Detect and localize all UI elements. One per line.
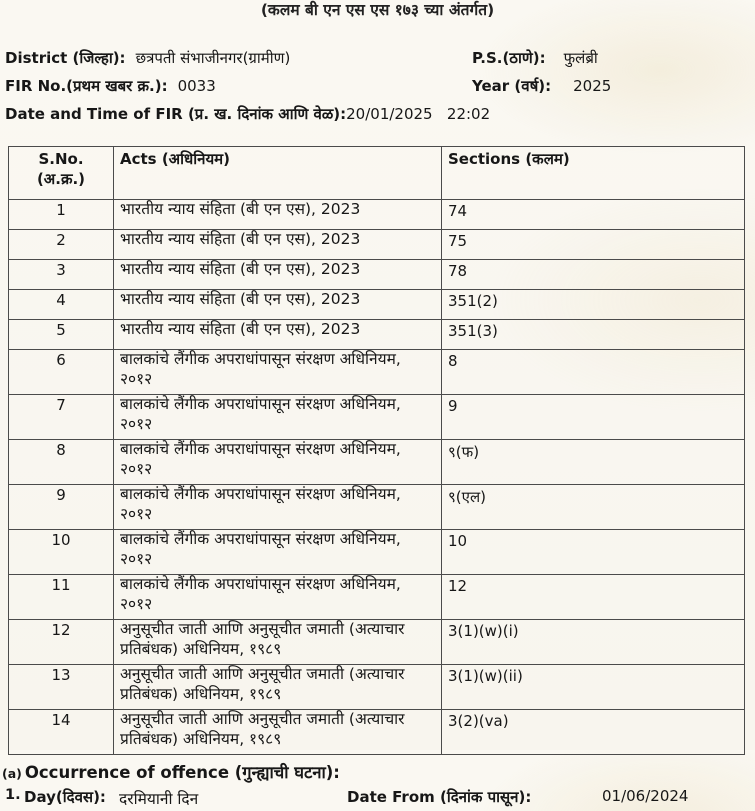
sno-cell: 1 [9,200,114,230]
sections-header: Sections (कलम) [442,147,745,200]
section-cell: 9 [442,395,745,440]
section-cell: 78 [442,260,745,290]
sno-cell: 5 [9,320,114,350]
sno-cell: 2 [9,230,114,260]
sno-cell: 14 [9,710,114,755]
section-cell: 351(3) [442,320,745,350]
acts-table-body [9,200,745,755]
district-value: छत्रपती संभाजीनगर(ग्रामीण) [135,49,291,67]
sno-header [9,147,114,200]
act-cell: बालकांचे लैंगीक अपराधांपासून संरक्षण अधिनियम, २०१२ [114,440,442,485]
act-cell: भारतीय न्याय संहिता (बी एन एस), 2023 [114,200,442,230]
day-date-row [2,787,755,811]
acts-table-row [9,200,745,230]
sno-cell: 7 [9,395,114,440]
district-label: District (जिल्हा): [5,49,126,67]
day-value: दरमियानी दिन [119,790,199,808]
section-cell: ९(फ) [442,440,745,485]
act-cell: भारतीय न्याय संहिता (बी एन एस), 2023 [114,290,442,320]
occurrence-title: Occurrence of offence (गुन्ह्याची घटना): [24,763,340,782]
act-cell: बालकांचे लैंगीक अपराधांपासून संरक्षण अधिनियम, २०१२ [114,395,442,440]
acts-table-row [9,710,745,755]
acts-table-row [9,485,745,530]
acts-table-header [9,147,745,200]
act-cell: बालकांचे लैंगीक अपराधांपासून संरक्षण अधिनियम, २०१२ [114,485,442,530]
acts-table-row [9,395,745,440]
section-cell: 3(1)(w)(i) [442,620,745,665]
acts-table-row [9,530,745,575]
firno-year-row [5,76,751,104]
section-cell: 351(2) [442,290,745,320]
sno-cell: 4 [9,290,114,320]
acts-table-row [9,350,745,395]
acts-table-row [9,440,745,485]
sno-header-line1: S.No. [38,150,84,168]
fir-info-block [5,48,751,132]
acts-table-row [9,665,745,710]
acts-table-row [9,230,745,260]
sno-cell: 12 [9,620,114,665]
occurrence-marker: (a) [2,766,22,781]
section-cell: 74 [442,200,745,230]
sno-cell: 8 [9,440,114,485]
year-label: Year (वर्ष): [472,77,552,95]
fir-no-label: FIR No.(प्रथम खबर क्र.): [5,77,168,95]
section-cell: 75 [442,230,745,260]
year-value: 2025 [573,77,612,95]
fir-datetime-label: Date and Time of FIR (प्र. ख. दिनांक आणि वेळ): [5,105,347,123]
occurrence-heading [2,760,755,783]
act-cell: अनुसूचीत जाती आणि अनुसूचीत जमाती (अत्याचार प्रतिबंधक) अधिनियम, १९८९ [114,665,442,710]
acts-table-row [9,620,745,665]
sno-cell: 9 [9,485,114,530]
date-from-label: Date From (दिनांक पासून): [347,788,532,806]
ps-label: P.S.(ठाणे): [472,49,546,67]
acts-table-row [9,260,745,290]
sno-cell: 13 [9,665,114,710]
section-cell: 3(1)(w)(ii) [442,665,745,710]
district-ps-row [5,48,751,76]
acts-table-row [9,290,745,320]
fir-datetime-row [5,104,751,132]
act-cell: बालकांचे लैंगीक अपराधांपासून संरक्षण अधिनियम, २०१२ [114,350,442,395]
acts-table-row [9,575,745,620]
acts-table-row [9,320,745,350]
acts-header: Acts (अधिनियम) [114,147,442,200]
act-cell: बालकांचे लैंगीक अपराधांपासून संरक्षण अधिनियम, २०१२ [114,530,442,575]
acts-sections-table [8,146,745,755]
section-cell: ९(एल) [442,485,745,530]
act-cell: अनुसूचीत जाती आणि अनुसूचीत जमाती (अत्याचार प्रतिबंधक) अधिनियम, १९८९ [114,620,442,665]
date-from-value: 01/06/2024 [602,787,689,805]
section-cell: 10 [442,530,745,575]
fir-datetime-value: 20/01/2025 22:02 [346,105,491,123]
act-cell: भारतीय न्याय संहिता (बी एन एस), 2023 [114,230,442,260]
sno-cell: 6 [9,350,114,395]
section-cell: 8 [442,350,745,395]
ps-value: फुलंब्री [563,49,598,67]
act-cell: भारतीय न्याय संहिता (बी एन एस), 2023 [114,320,442,350]
item-number: 1. [5,787,21,803]
fir-no-value: 0033 [177,77,216,95]
sno-cell: 3 [9,260,114,290]
sno-header-line2: (अ.क्र.) [36,170,86,189]
act-cell: बालकांचे लैंगीक अपराधांपासून संरक्षण अधिनियम, २०१२ [114,575,442,620]
act-cell: भारतीय न्याय संहिता (बी एन एस), 2023 [114,260,442,290]
act-cell: अनुसूचीत जाती आणि अनुसूचीत जमाती (अत्याचार प्रतिबंधक) अधिनियम, १९८९ [114,710,442,755]
section-cell: 3(2)(va) [442,710,745,755]
section-heading: (कलम बी एन एस एस १७३ च्या अंतर्गत) [260,1,495,19]
section-cell: 12 [442,575,745,620]
sno-cell: 10 [9,530,114,575]
day-label: Day(दिवस): [24,788,106,806]
sno-cell: 11 [9,575,114,620]
